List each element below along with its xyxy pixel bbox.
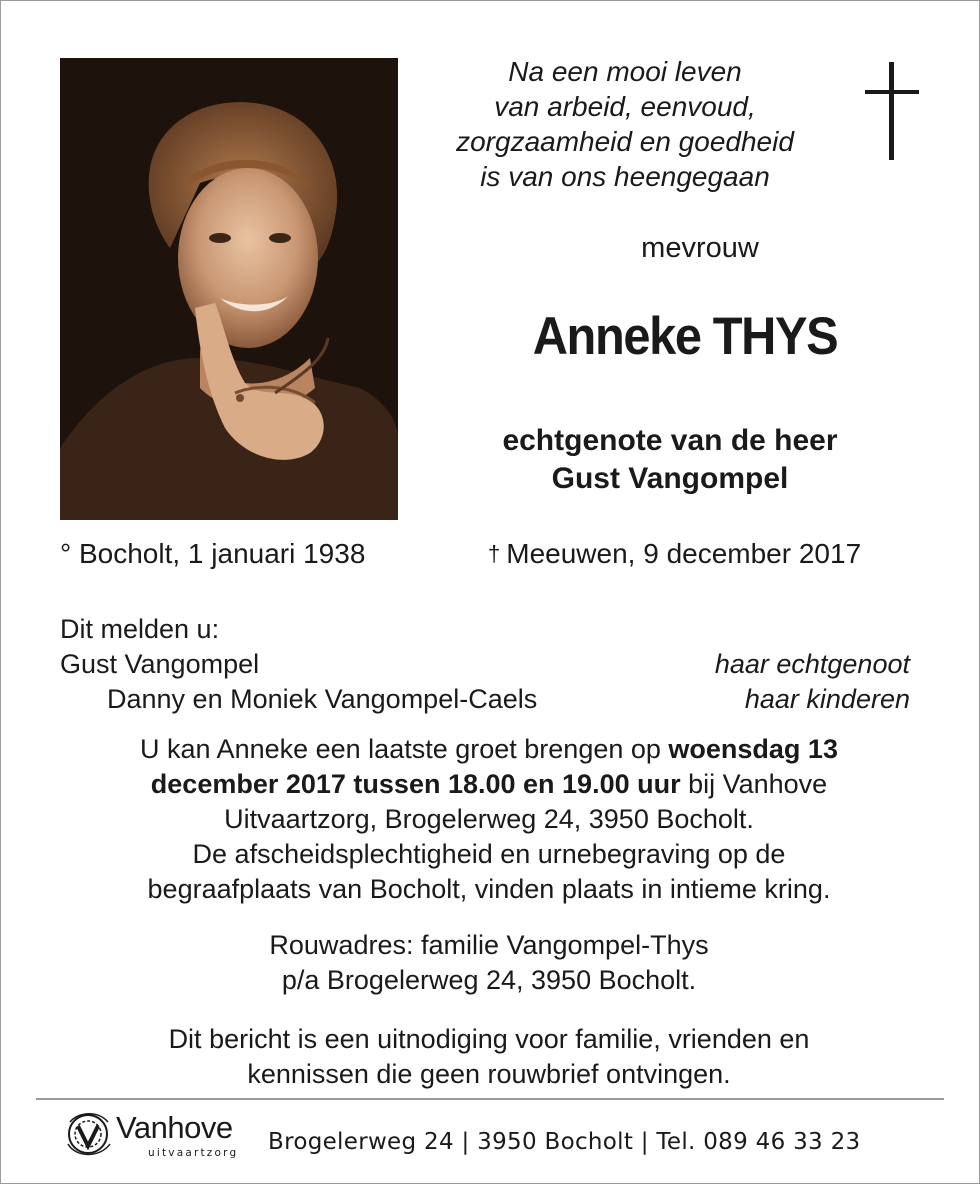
footer-divider — [36, 1098, 944, 1100]
ceremony-text: begraafplaats van Bocholt, vinden plaats in intieme kring. — [147, 874, 831, 904]
invitation-line: Dit bericht is een uitnodiging voor familie, vrienden en — [168, 1024, 810, 1054]
visit-date: woensdag 13 — [668, 734, 838, 764]
family-relation: haar kinderen — [744, 684, 910, 714]
intro-line: van arbeid, eenvoud, — [494, 91, 756, 122]
portrait-photo — [60, 58, 398, 520]
spouse-relation: echtgenote van de heer — [502, 424, 838, 457]
intro-line: Na een mooi leven — [508, 56, 742, 87]
family-relation: haar echtgenoot — [714, 649, 910, 679]
cross-icon — [862, 62, 922, 160]
visitation-info — [55, 732, 923, 907]
logo-subtitle: uitvaartzorg — [148, 1147, 239, 1159]
visit-text: U kan Anneke een laatste groet brengen op — [140, 734, 669, 764]
spouse-name: Gust Vangompel — [551, 462, 789, 495]
deceased-name: Anneke THYS — [532, 307, 838, 366]
visit-time: december 2017 tussen 18.00 en 19.00 uur — [150, 769, 681, 799]
list-item — [60, 647, 910, 682]
address-line: p/a Brogelerweg 24, 3950 Bocholt. — [281, 965, 697, 995]
logo-name: Vanhove — [116, 1110, 233, 1145]
intro-verse — [400, 54, 850, 194]
spouse-info — [430, 422, 910, 498]
family-member-name: Gust Vangompel — [60, 649, 260, 679]
death-info — [488, 538, 861, 570]
list-item — [60, 682, 910, 717]
footer-contact: Brogelerweg 24 | 3950 Bocholt | Tel. 089 46 33 23 — [268, 1129, 861, 1155]
funeral-home-logo — [64, 1108, 264, 1164]
ceremony-text: De afscheidsplechtigheid en urnebegraving op de — [192, 839, 786, 869]
announcement-list — [60, 612, 910, 717]
intro-line: zorgzaamheid en goedheid — [456, 126, 794, 157]
invitation-note — [55, 1022, 923, 1092]
mourning-address — [55, 928, 923, 998]
logo-emblem-icon — [64, 1108, 114, 1160]
family-member-name: Danny en Moniek Vangompel-Caels — [107, 684, 538, 714]
address-line: Rouwadres: familie Vangompel-Thys — [269, 930, 709, 960]
intro-line: is van ons heengegaan — [480, 161, 770, 192]
death-cross-icon: † — [488, 541, 501, 566]
visit-location: Uitvaartzorg, Brogelerweg 24, 3950 Bocholt. — [224, 804, 754, 834]
death-text: Meeuwen, 9 december 2017 — [506, 538, 862, 569]
honorific: mevrouw — [641, 232, 759, 264]
birth-info: ° Bocholt, 1 januari 1938 — [60, 538, 366, 569]
visit-text: bij Vanhove — [680, 769, 828, 799]
announce-heading: Dit melden u: — [60, 614, 220, 644]
invitation-line: kennissen die geen rouwbrief ontvingen. — [247, 1059, 731, 1089]
